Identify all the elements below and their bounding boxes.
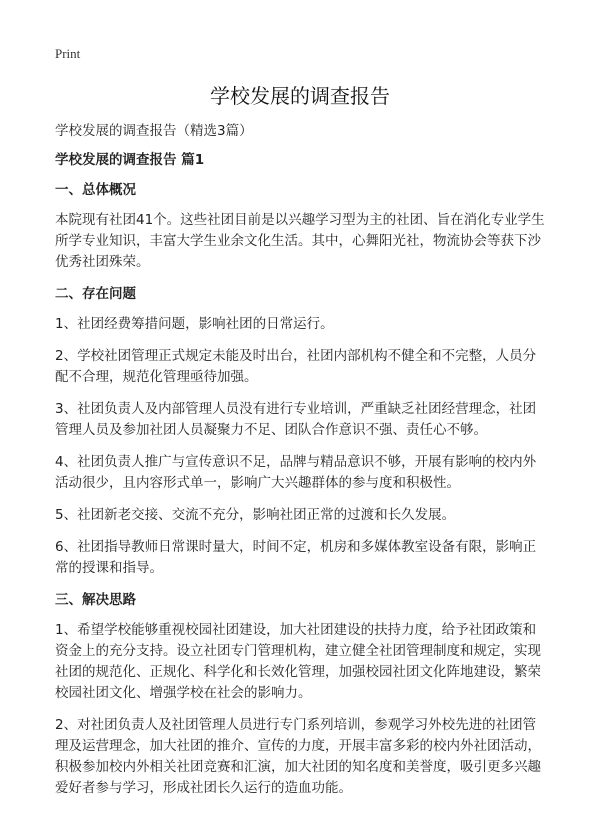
paragraph <box>55 210 565 273</box>
paragraph-line: 本院现有社团41个。这些社团目前是以兴趣学习型为主的社团、旨在消化专业学生 <box>55 212 545 228</box>
paragraph-line: 4、社团负责人推广与宣传意识不足，品牌与精品意识不够，开展有影响的校内外 <box>55 454 537 470</box>
paragraph-line: 优秀社团殊荣。 <box>55 254 150 270</box>
paragraph <box>55 715 565 799</box>
paragraph-line: 社团的规范化、正规化、科学化和长效化管理，加强校园社团文化阵地建设，繁荣 <box>55 664 541 680</box>
paragraph-line: 配不合理，规范化管理亟待加强。 <box>55 369 258 385</box>
subtitle: 学校发展的调查报告（精选3篇） <box>55 123 253 139</box>
paragraph-line: 2、对社团负责人及社团管理人员进行专门系列培训，参观学习外校先进的社团管 <box>55 717 537 733</box>
paragraph <box>55 620 565 704</box>
paragraph-line: 理及运营理念，加大社团的推介、宣传的力度，开展丰富多彩的校内外社团活动， <box>55 738 541 754</box>
paragraph-line: 校园社团文化、增强学校在社会的影响力。 <box>55 685 312 701</box>
paragraph-line: 资金上的充分支持。设立社团专门管理机构，建立健全社团管理制度和规定，实现 <box>55 643 541 659</box>
paragraph <box>55 346 565 388</box>
paragraph-line: 5、社团新老交接、交流不充分，影响社团正常的过渡和长久发展。 <box>55 507 456 523</box>
paragraph-line: 2、学校社团管理正式规定未能及时出台，社团内部机构不健全和不完整，人员分 <box>55 348 537 364</box>
paragraph-line: 3、社团负责人及内部管理人员没有进行专业培训，严重缺乏社团经营理念，社团 <box>55 401 537 417</box>
paragraph <box>55 314 565 335</box>
paragraph-line: 爱好者参与学习，形成社团长久运行的造血功能。 <box>55 780 352 796</box>
paragraph <box>55 452 565 494</box>
paragraph-line: 活动很少，且内容形式单一，影响广大兴趣群体的参与度和积极性。 <box>55 475 460 491</box>
paragraph <box>55 505 565 526</box>
paragraph-line: 1、希望学校能够重视校园社团建设，加大社团建设的扶持力度，给予社团政策和 <box>55 622 537 638</box>
page-title: 学校发展的调查报告 <box>210 84 390 108</box>
document-body <box>55 121 565 810</box>
paragraph-line: 所学专业知识，丰富大学生业余文化生活。其中，心舞阳光社，物流协会等获下沙 <box>55 233 541 249</box>
paragraph-line: 6、社团指导教师日常课时量大，时间不定，机房和多媒体教室设备有限，影响正 <box>55 539 537 555</box>
section-heading: 三、解决思路 <box>55 592 136 608</box>
sections <box>55 180 565 799</box>
paragraph-line: 管理人员及参加社团人员凝聚力不足、团队合作意识不强、责任心不够。 <box>55 422 487 438</box>
paragraph <box>55 537 565 579</box>
paragraph <box>55 399 565 441</box>
paragraph-line: 积极参加校内外相关社团竞赛和汇演，加大社团的知名度和美誉度，吸引更多兴趣 <box>55 759 541 775</box>
paragraph-line: 常的授课和指导。 <box>55 560 163 576</box>
article-heading: 学校发展的调查报告 篇1 <box>55 152 205 168</box>
paragraph-line: 1、社团经费筹措问题，影响社团的日常运行。 <box>55 316 334 332</box>
print-link[interactable]: Print <box>55 46 81 61</box>
section-heading: 一、总体概况 <box>55 182 136 198</box>
section-heading: 二、存在问题 <box>55 286 136 302</box>
